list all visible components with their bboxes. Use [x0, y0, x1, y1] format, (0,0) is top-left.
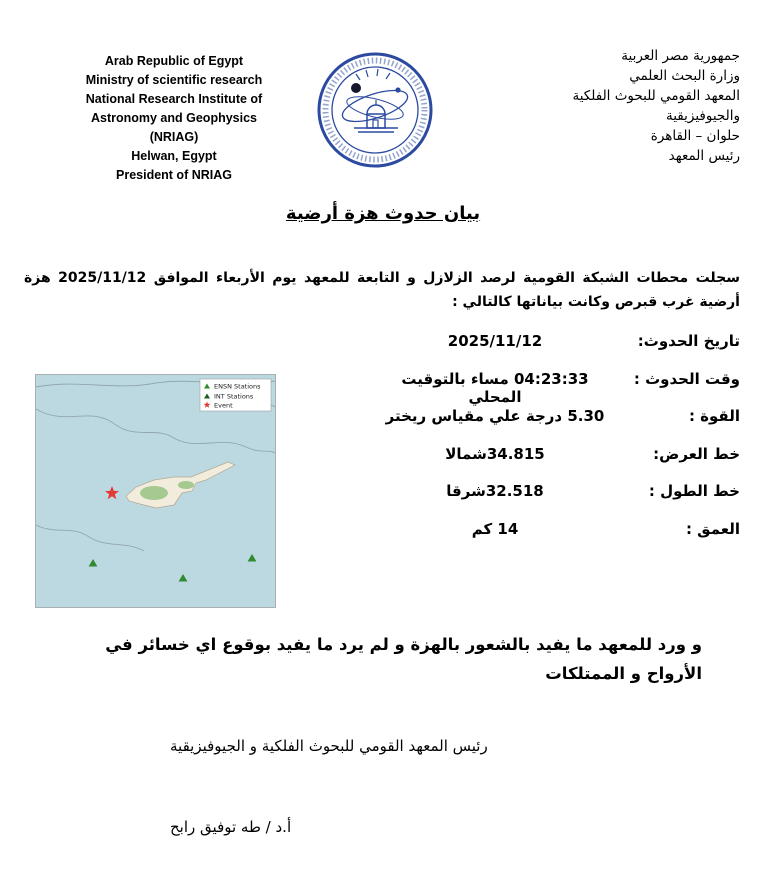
island-terrain — [140, 486, 168, 500]
legend-label: INT Stations — [214, 392, 254, 401]
field-value: 2025/11/12 — [447, 332, 543, 350]
field-value: 04:23:33 مساء بالتوقيت المحلي — [401, 369, 589, 406]
header-line: President of NRIAG — [116, 168, 232, 182]
legend-label: ENSN Stations — [214, 382, 261, 391]
header-line: Helwan, Egypt — [131, 149, 217, 163]
event-data-fields — [380, 332, 740, 557]
field-label: تاريخ الحدوث: — [637, 332, 740, 350]
field-value: 34.815شمالا — [445, 444, 545, 463]
seal-planet — [351, 83, 361, 93]
header-line: والجيوفيزيقية — [665, 108, 740, 124]
island-terrain — [178, 481, 194, 489]
field-row-depth — [380, 520, 740, 558]
field-value: 32.518شرقا — [446, 482, 544, 500]
header-line: حلوان – القاهرة — [650, 128, 740, 144]
header-line: وزارة البحث العلمي — [629, 68, 740, 84]
header-line: المعهد القومي للبحوث الفلكية — [572, 88, 740, 104]
epicenter-map — [35, 374, 276, 608]
field-label: خط العرض: — [653, 444, 740, 463]
header-line: Astronomy and Geophysics — [90, 111, 257, 125]
nriag-seal-logo — [316, 44, 434, 186]
field-value: 14 كم — [471, 519, 519, 538]
header-line: جمهورية مصر العربية — [621, 48, 740, 64]
field-row-date — [380, 332, 740, 370]
header-line: National Research Institute of — [85, 92, 263, 106]
field-row-magnitude — [380, 407, 740, 445]
header-line: رئيس المعهد — [668, 148, 740, 164]
field-label: وقت الحدوث : — [633, 369, 740, 388]
signature-title: رئيس المعهد القومي للبحوث الفلكية و الجيوفيزيقية — [170, 737, 488, 755]
field-row-longitude — [380, 482, 740, 520]
header-line: Ministry of scientific research — [85, 73, 263, 87]
seal-moon — [395, 87, 400, 92]
field-row-latitude — [380, 445, 740, 483]
field-label: العمق : — [685, 519, 740, 538]
map-legend — [200, 379, 271, 411]
signature-name: أ.د / طه توفيق رابح — [170, 818, 292, 836]
header-arabic-block — [490, 46, 740, 166]
legend-label: Event — [214, 401, 233, 410]
field-label: القوة : — [688, 407, 740, 425]
field-label: خط الطول : — [648, 482, 740, 500]
intro-paragraph: سجلت محطات الشبكة القومية لرصد الزلازل و التابعة للمعهد يوم الأربعاء الموافق 2025/11/12 هزة أرضية غرب قبرص وكانت بياناتها كالتالي : — [24, 270, 740, 310]
header-line: Arab Republic of Egypt — [104, 54, 244, 68]
closing-paragraph: و ورد للمعهد ما يفيد بالشعور بالهزة و لم يرد ما يفيد بوقوع اي خسائر في الأرواح و الممتلكات — [105, 635, 702, 683]
seal-ring-text — [326, 61, 425, 160]
field-value: 5.30 درجة علي مقياس ريختر — [385, 407, 605, 425]
field-row-time — [380, 370, 740, 408]
header-english-block — [68, 52, 280, 185]
header-line: (NRIAG) — [149, 130, 199, 144]
statement-title: بيان حدوث هزة أرضية — [285, 203, 481, 224]
